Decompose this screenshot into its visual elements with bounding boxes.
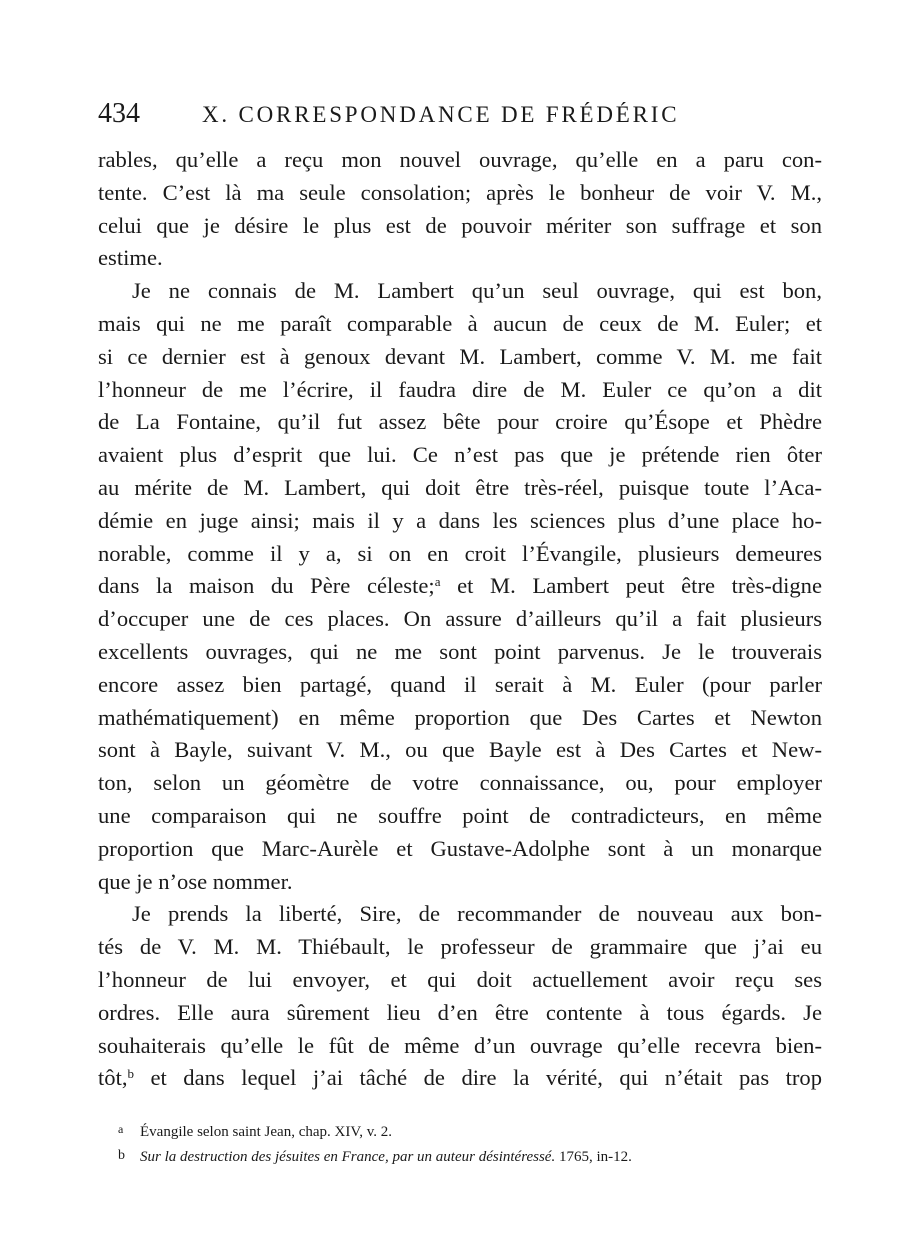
text-line: l’honneur de lui envoyer, et qui doit actuellement avoir reçu ses [98,966,822,992]
text-line: tente. C’est là ma seule consolation; après le bonheur de voir V. M., [98,179,822,205]
text-line: ton, selon un géomètre de votre connaissance, ou, pour employer [98,770,822,796]
footnote-marker: b [127,1066,134,1082]
text-line: l’honneur de me l’écrire, il faudra dire de M. Euler ce qu’on a dit [98,376,822,402]
text-line: norable, comme il y a, si on en croit l’Évangile, plusieurs demeures [98,540,822,566]
text-line: celui que je désire le plus est de pouvoir mériter son suffrage et son [98,212,822,238]
page-header [98,98,822,138]
text-line [98,570,822,603]
text-segment: et dans lequel j’ai tâché de dire la vérité, qui n’était pas trop [150,1065,822,1091]
text-line: Je prends la liberté, Sire, de recommander de nouveau aux bon- [132,901,822,927]
text-line: encore assez bien partagé, quand il serait à M. Euler (pour parler [98,671,822,697]
footnotes [118,1118,818,1169]
text-line: tés de V. M. M. Thiébault, le professeur de grammaire que j’ai eu [98,934,822,960]
footnote [118,1118,818,1144]
text-line: estime. [98,245,163,271]
text-line: excellents ouvrages, qui ne me sont point parvenus. Je le trouverais [98,638,822,664]
footnote-mark: b [118,1148,125,1163]
text-segment: tôt, [98,1065,128,1091]
text-line: avaient plus d’esprit que lui. Ce n’est pas que je prétende rien ôter [98,442,822,468]
running-head: X. CORRESPONDANCE DE FRÉDÉRIC [202,102,680,127]
footnote-text: Évangile selon saint Jean, chap. XIV, v. 2. [140,1124,393,1140]
text-line: de La Fontaine, qu’il fut assez bête pour croire qu’Ésope et Phèdre [98,409,822,435]
text-line: rables, qu’elle a reçu mon nouvel ouvrage, qu’elle en a paru con- [98,147,822,172]
footnote-mark: a [118,1122,124,1136]
text-line [98,1062,822,1095]
footnote-marker: a [434,574,441,590]
text-segment: dans la maison du Père céleste; [98,573,435,599]
text-line: démie en juge ainsi; mais il y a dans les sciences plus d’une place ho- [98,507,822,533]
text-line: une comparaison qui ne souffre point de contradicteurs, en même [98,802,822,828]
text-line: si ce dernier est à genoux devant M. Lambert, comme V. M. me fait [98,343,822,369]
text-line: au mérite de M. Lambert, qui doit être très-réel, puisque toute l’Aca- [98,474,822,500]
body-text [98,144,822,1095]
text-line: mathématiquement) en même proportion que Des Cartes et Newton [98,704,822,730]
text-line: ordres. Elle aura sûrement lieu d’en être contente à tous égards. Je [98,999,822,1025]
text-line: Je ne connais de M. Lambert qu’un seul ouvrage, qui est bon, [132,278,822,304]
text-line: que je n’ose nommer. [98,868,293,894]
footnote-text: 1765, in-12. [555,1149,632,1165]
footnote [118,1144,818,1169]
text-line: d’occuper une de ces places. On assure d’ailleurs qu’il a fait plusieurs [98,606,822,632]
footnote-title: Sur la destruction des jésuites en France, par un auteur désintéressé. [140,1149,556,1165]
page-number: 434 [98,98,140,129]
text-line: sont à Bayle, suivant V. M., ou que Bayle est à Des Cartes et New- [98,737,822,763]
text-line: proportion que Marc-Aurèle et Gustave-Adolphe sont à un monarque [98,835,822,861]
text-segment: et M. Lambert peut être très-digne [440,573,822,599]
text-line: mais qui ne me paraît comparable à aucun de ceux de M. Euler; et [98,310,822,336]
text-line: souhaiterais qu’elle le fût de même d’un ouvrage qu’elle recevra bien- [98,1032,822,1058]
